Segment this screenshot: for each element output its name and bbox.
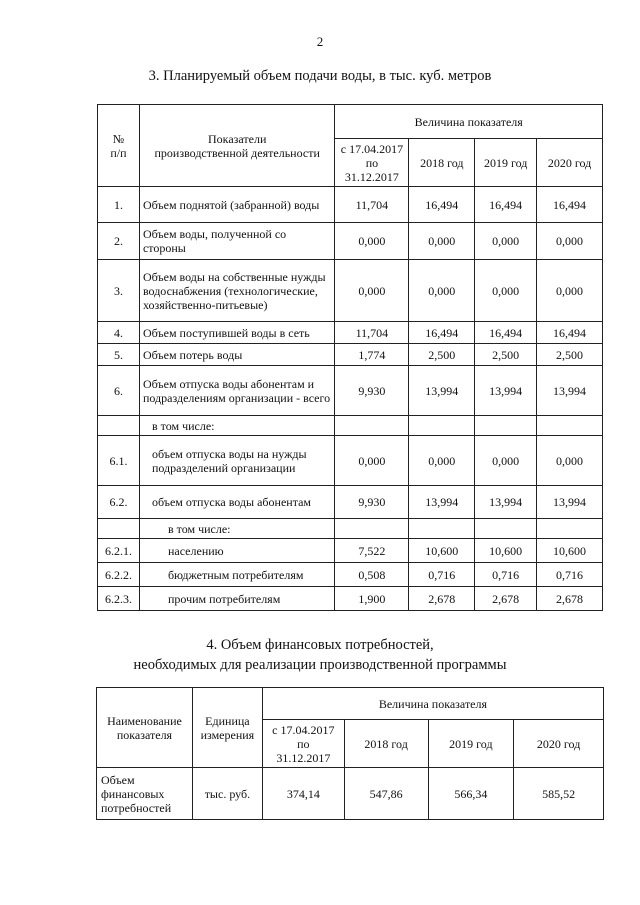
row-value [409,519,475,539]
row-value: 16,494 [409,187,475,223]
row-name: Объем отпуска воды абонентам и подразделениям организации - всего [139,366,335,416]
table-row [98,223,603,260]
row-value: 7,522 [335,539,409,563]
row-name: объем отпуска воды на нужды подразделений организации [139,436,335,486]
row-value: 0,000 [409,223,475,260]
row-num: 3. [98,260,140,322]
row-value: 13,994 [409,486,475,519]
row-value: 2,500 [409,344,475,366]
row-value: 0,716 [537,563,603,587]
row-num: 6. [98,366,140,416]
row-value: 13,994 [537,486,603,519]
col-header-value-group: Величина показателя [335,105,603,139]
row-value: 0,000 [537,260,603,322]
row-value: 16,494 [475,187,537,223]
row-num: 6.2.2. [98,563,140,587]
table-row [98,260,603,322]
table-row [98,519,603,539]
table-row [98,322,603,344]
row-value: 0,000 [475,260,537,322]
row-name: в том числе: [139,416,335,436]
row-value: 2,500 [537,344,603,366]
table-row [98,486,603,519]
row-value: 10,600 [537,539,603,563]
financial-needs-table [96,687,604,820]
row-value: 0,508 [335,563,409,587]
row-value: 0,716 [409,563,475,587]
table-row [97,768,604,820]
section-4-title-line-1: 4. Объем финансовых потребностей, [206,637,434,653]
row-value: 0,000 [475,223,537,260]
row-name: Объем поднятой (забранной) воды [139,187,335,223]
table-row [98,366,603,416]
col-header-period: 2018 год [344,720,428,768]
row-value: 10,600 [409,539,475,563]
row-value: 0,000 [537,223,603,260]
row-num: 2. [98,223,140,260]
row-num: 4. [98,322,140,344]
row-value: 16,494 [537,322,603,344]
row-name: объем отпуска воды абонентам [139,486,335,519]
col-header-name: Наименование показателя [97,688,193,768]
row-value: 2,678 [409,587,475,611]
row-value: 0,000 [335,223,409,260]
row-num [98,519,140,539]
row-value: 11,704 [335,187,409,223]
row-value: 566,34 [428,768,514,820]
row-value: 16,494 [409,322,475,344]
row-num: 6.2. [98,486,140,519]
row-value: 1,900 [335,587,409,611]
row-value: 13,994 [475,486,537,519]
row-value: 0,000 [409,436,475,486]
row-name: Объем финансовых потребностей [97,768,193,820]
row-value: 9,930 [335,486,409,519]
col-header-value-group: Величина показателя [262,688,603,720]
row-name: Объем воды, полученной со стороны [139,223,335,260]
col-header-period: 2020 год [514,720,604,768]
row-value: 0,000 [537,436,603,486]
col-header-indicator: Показатели производственной деятельности [139,105,335,187]
row-num: 6.2.3. [98,587,140,611]
table-row [98,539,603,563]
row-value: 0,000 [335,260,409,322]
col-header-period: с 17.04.2017 по 31.12.2017 [335,139,409,187]
col-header-num: № п/п [98,105,140,187]
row-num: 1. [98,187,140,223]
row-value: 1,774 [335,344,409,366]
row-value: 2,678 [475,587,537,611]
table-row [98,563,603,587]
row-value: 16,494 [475,322,537,344]
row-value: 11,704 [335,322,409,344]
table-row [98,416,603,436]
row-num: 5. [98,344,140,366]
row-value: 2,678 [537,587,603,611]
row-unit: тыс. руб. [192,768,262,820]
row-name: прочим потребителям [139,587,335,611]
row-value: 374,14 [262,768,344,820]
row-value: 10,600 [475,539,537,563]
row-value: 13,994 [537,366,603,416]
row-value: 547,86 [344,768,428,820]
row-value: 585,52 [514,768,604,820]
row-name: бюджетным потребителям [139,563,335,587]
section-4-title-line-2: необходимых для реализации производственной программы [133,657,507,673]
col-header-period: 2018 год [409,139,475,187]
row-num [98,416,140,436]
table-row [98,587,603,611]
row-name: Объем поступившей воды в сеть [139,322,335,344]
col-header-unit: Единица измерения [192,688,262,768]
row-value [335,519,409,539]
page-number: 2 [316,34,324,49]
row-num: 6.1. [98,436,140,486]
row-value [335,416,409,436]
row-value: 16,494 [537,187,603,223]
row-value: 13,994 [475,366,537,416]
row-value: 13,994 [409,366,475,416]
col-header-period: 2019 год [475,139,537,187]
row-num: 6.2.1. [98,539,140,563]
col-header-period: с 17.04.2017 по 31.12.2017 [262,720,344,768]
row-value [537,519,603,539]
row-value [475,519,537,539]
table-row [98,436,603,486]
row-value [409,416,475,436]
table-row [98,187,603,223]
row-value: 0,716 [475,563,537,587]
row-value: 0,000 [475,436,537,486]
row-name: Объем потерь воды [139,344,335,366]
col-header-period: 2020 год [537,139,603,187]
row-value: 9,930 [335,366,409,416]
col-header-period: 2019 год [428,720,514,768]
row-name: Объем воды на собственные нужды водоснабжения (технологические, хозяйственно-питьевые) [139,260,335,322]
row-value: 0,000 [409,260,475,322]
section-3-title: 3. Планируемый объем подачи воды, в тыс. куб. метров [148,68,492,84]
row-value: 0,000 [335,436,409,486]
row-name: в том числе: [139,519,335,539]
row-value: 2,500 [475,344,537,366]
row-value [475,416,537,436]
row-name: населению [139,539,335,563]
table-row [98,344,603,366]
water-supply-table [97,104,603,611]
row-value [537,416,603,436]
